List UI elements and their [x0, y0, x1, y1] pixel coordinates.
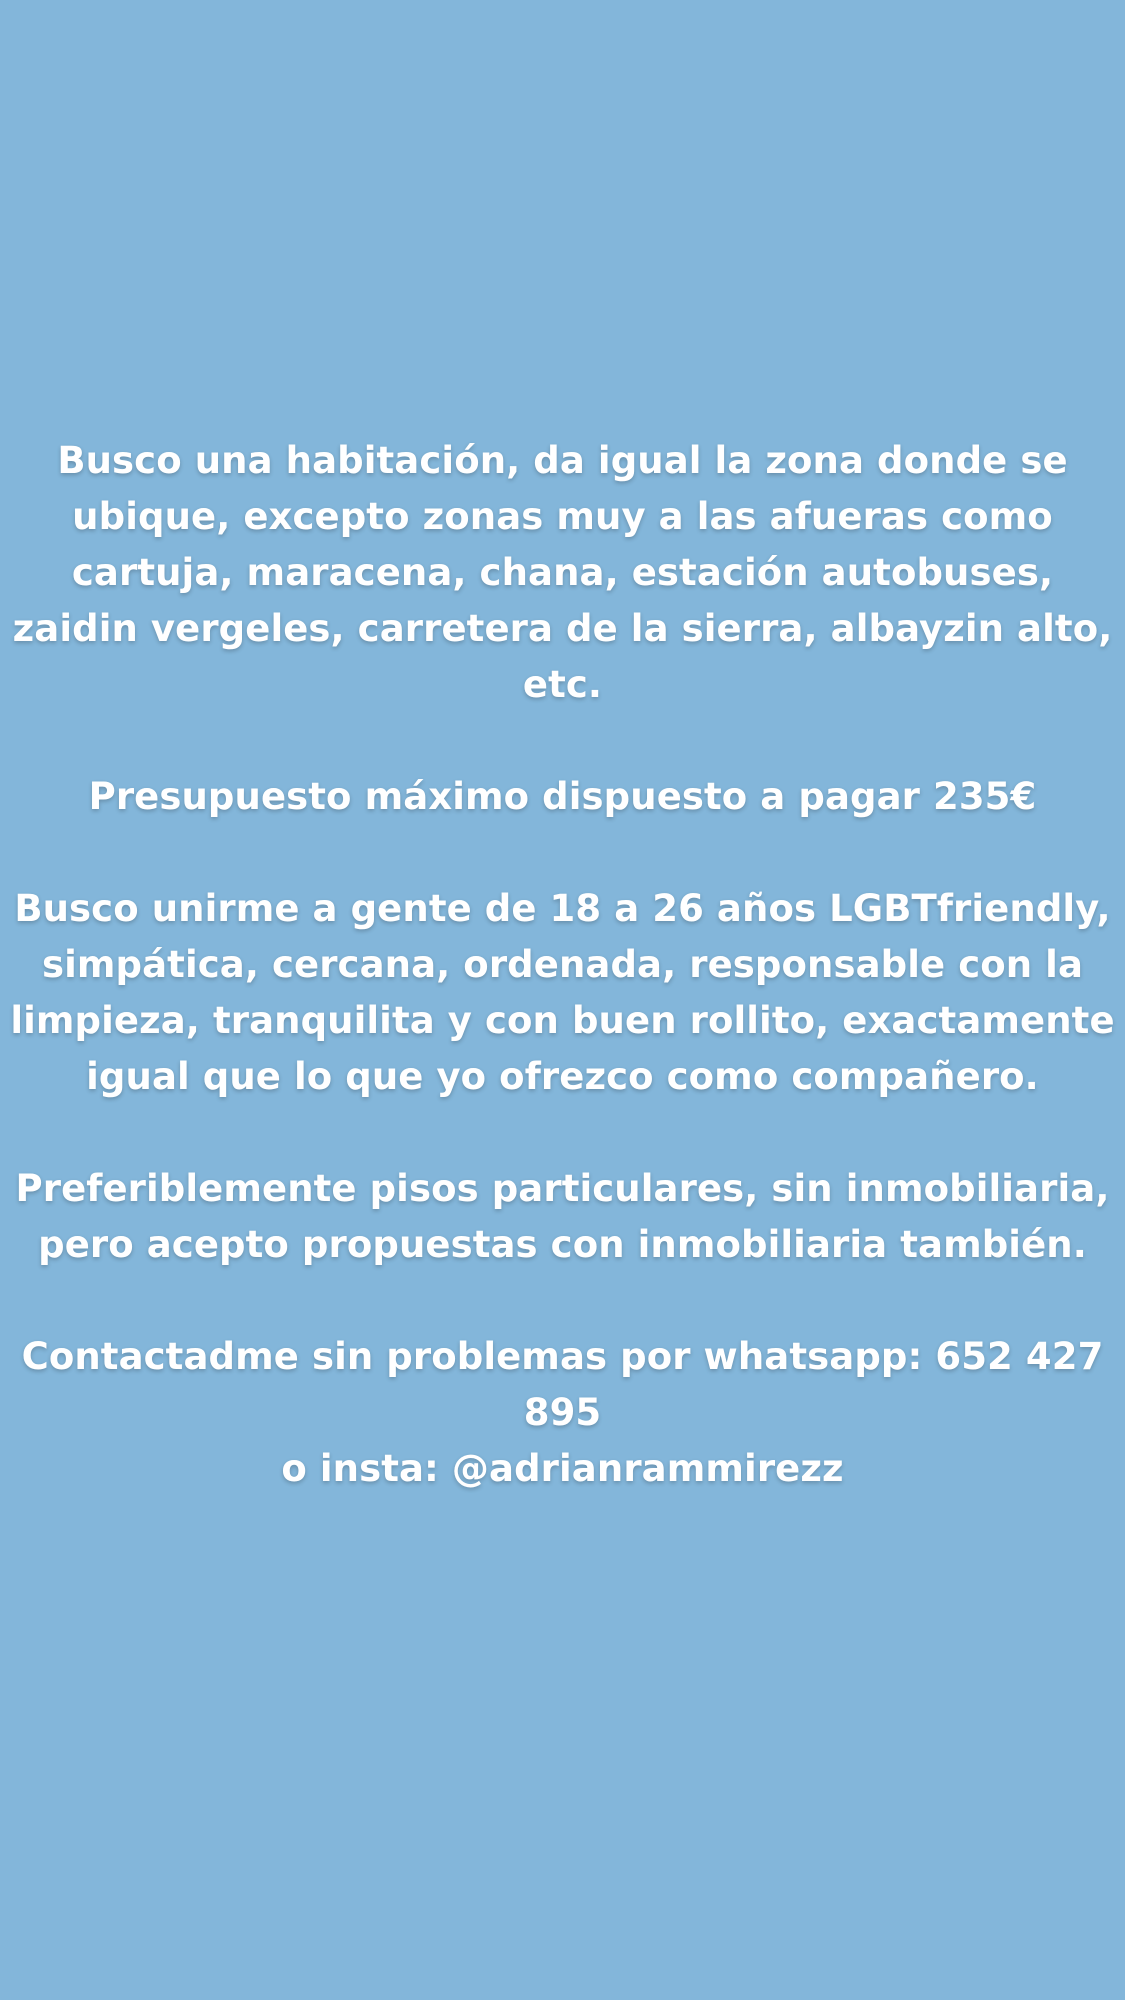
search-description-text: Busco una habitación, da igual la zona donde se ubique, excepto zonas muy a las afueras como cartuja, maracena, chana, estación autobuses, zaidin vergeles, carretera de la sierra, albayzin alto, etc.: [12, 439, 1113, 706]
housing-preferences-text: Preferiblemente pisos particulares, sin inmobiliaria, pero acepto propuestas con inmobiliaria también.: [15, 1167, 1110, 1266]
story-text-block: [0, 433, 1125, 1497]
whatsapp-contact-text: Contactadme sin problemas por whatsapp: 652 427 895: [21, 1335, 1104, 1434]
paragraph-spacer: [4, 713, 1121, 769]
budget-text: Presupuesto máximo dispuesto a pagar 235€: [88, 775, 1037, 818]
instagram-contact-text: o insta: @adrianrammirezz: [281, 1447, 844, 1490]
paragraph-spacer: [4, 1273, 1121, 1329]
roommate-preferences-text: Busco unirme a gente de 18 a 26 años LGBTfriendly, simpática, cercana, ordenada, responsable con la limpieza, tranquilita y con buen rollito, exactamente igual que lo que yo ofrezco como compañero.: [10, 887, 1115, 1098]
paragraph-spacer: [4, 825, 1121, 881]
paragraph-spacer: [4, 1105, 1121, 1161]
